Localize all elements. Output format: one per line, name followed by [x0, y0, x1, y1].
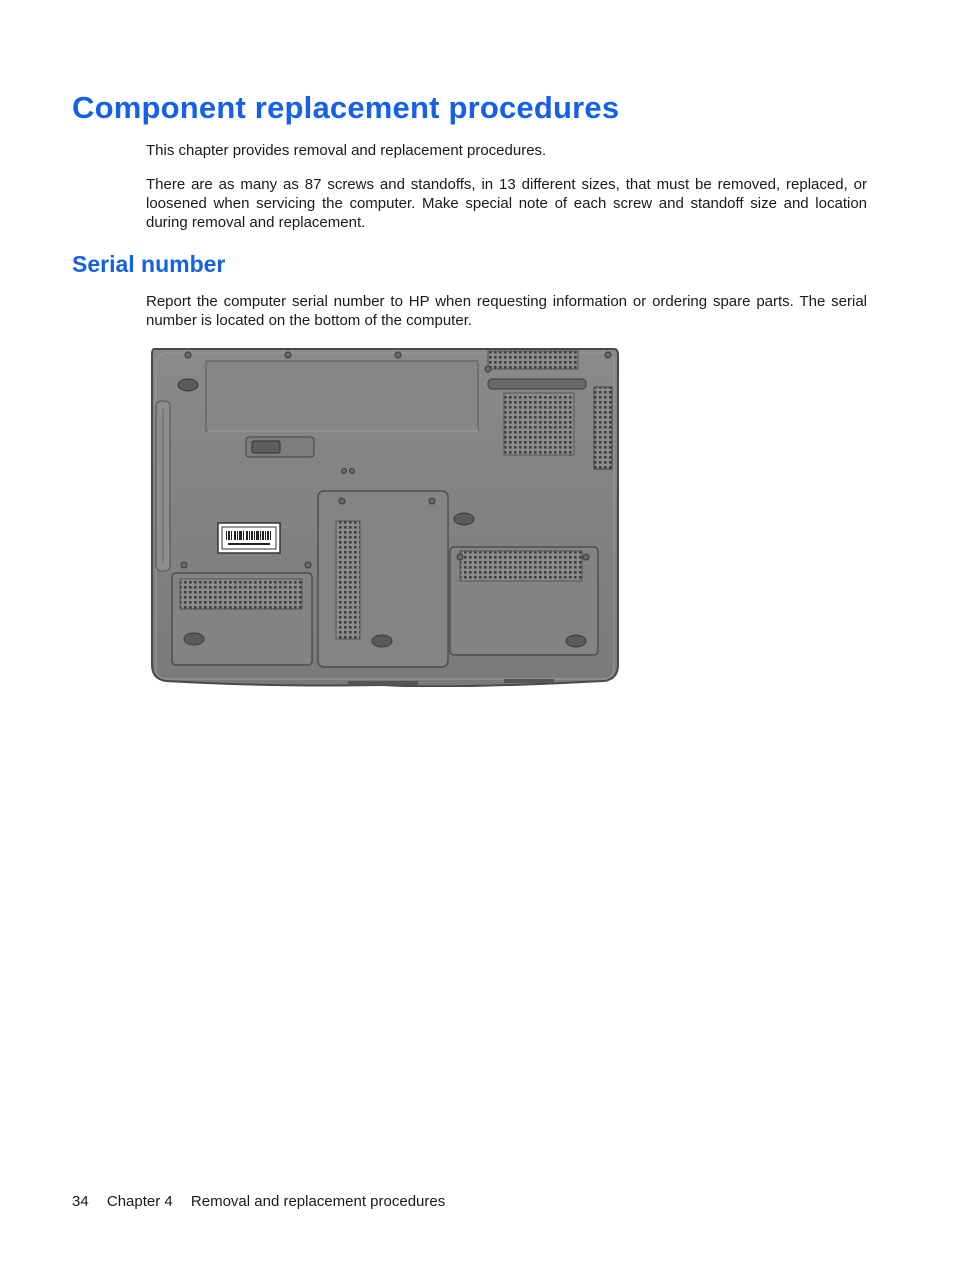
section-heading-serial-number: Serial number — [72, 251, 226, 277]
computer-bottom-illustration — [148, 345, 620, 687]
page-number: 34 — [72, 1193, 89, 1210]
screws-paragraph: There are as many as 87 screws and standoffs, in 13 different sizes, that must be removed, replaced, or loosened when servicing the computer. Make special note of each screw and standoff size and location during removal and replacement. — [146, 176, 867, 231]
page-footer — [72, 1193, 459, 1210]
page-title: Component replacement procedures — [72, 90, 620, 125]
footer-chapter: Chapter 4 — [106, 1193, 173, 1210]
footer-chapter-title: Removal and replacement procedures — [190, 1193, 446, 1210]
serial-number-paragraph: Report the computer serial number to HP when requesting information or ordering spare parts. The serial number is located on the bottom of the computer. — [146, 293, 867, 329]
intro-paragraph: This chapter provides removal and replacement procedures. — [146, 142, 547, 159]
